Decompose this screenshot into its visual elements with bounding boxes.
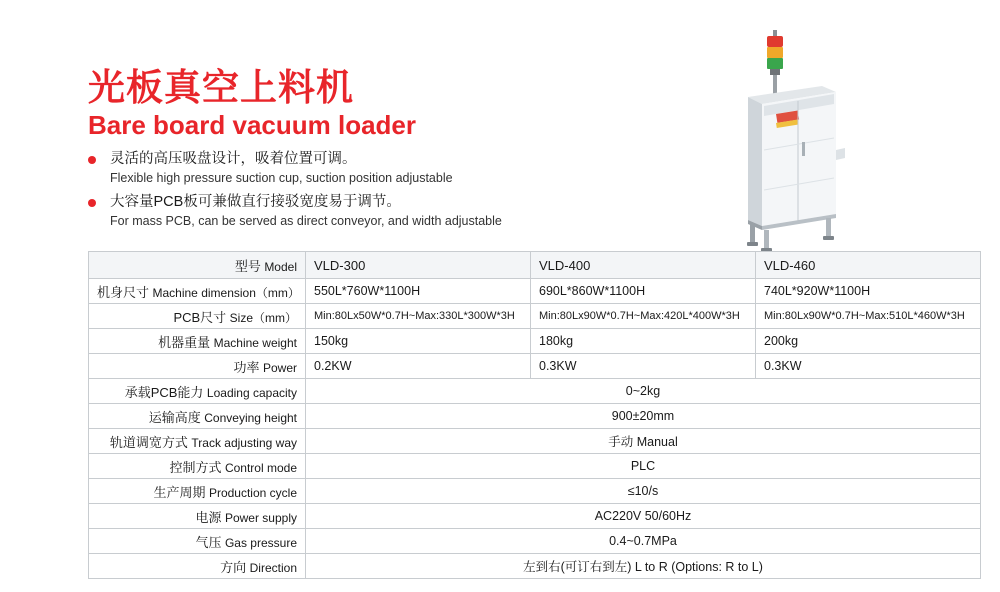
row-value-span: 手动 Manual — [306, 429, 981, 454]
header-cell-model — [89, 252, 306, 279]
row-label-en: Direction — [249, 560, 297, 575]
row-value-2: 180kg — [531, 329, 756, 354]
table-row — [89, 429, 981, 454]
row-value-1: 550L*760W*1100H — [306, 279, 531, 304]
row-value-3: 740L*920W*1100H — [756, 279, 981, 304]
row-label — [89, 454, 306, 479]
row-value-span: ≤10/s — [306, 479, 981, 504]
table-row — [89, 379, 981, 404]
row-label-en: Size（mm） — [229, 310, 297, 325]
header-label-cn: 型号 — [234, 258, 261, 274]
row-label — [89, 279, 306, 304]
row-value-span: PLC — [306, 454, 981, 479]
row-label-en: Loading capacity — [206, 385, 297, 400]
table-row — [89, 404, 981, 429]
row-label — [89, 304, 306, 329]
row-value-3: 200kg — [756, 329, 981, 354]
row-label-cn: 运输高度 — [148, 409, 201, 425]
row-value-1: Min:80Lx50W*0.7H~Max:330L*300W*3H — [306, 304, 531, 329]
row-value-1: 0.2KW — [306, 354, 531, 379]
header-cell-model-2: VLD-400 — [531, 252, 756, 279]
row-value-span: 900±20mm — [306, 404, 981, 429]
row-label-en: Production cycle — [208, 485, 297, 500]
feature-list — [88, 150, 648, 236]
row-value-2: 690L*860W*1100H — [531, 279, 756, 304]
header-cell-model-3: VLD-460 — [756, 252, 981, 279]
row-label-cn: 生产周期 — [153, 484, 206, 500]
table-row — [89, 304, 981, 329]
table-row — [89, 554, 981, 579]
row-label — [89, 504, 306, 529]
row-label-cn: 承载PCB能力 — [124, 384, 204, 400]
row-value-2: 0.3KW — [531, 354, 756, 379]
bullet-dot-icon — [88, 156, 96, 164]
row-value-span: 0~2kg — [306, 379, 981, 404]
feature-text-en: For mass PCB, can be served as direct conveyor, and width adjustable — [110, 214, 502, 228]
feature-text-en: Flexible high pressure suction cup, suction position adjustable — [110, 171, 453, 185]
row-label-cn: 机身尺寸 — [97, 284, 150, 300]
row-label-cn: 功率 — [233, 359, 260, 375]
row-value-span: 左到右(可订右到左) L to R (Options: R to L) — [306, 554, 981, 579]
product-photo — [718, 30, 848, 255]
row-label — [89, 479, 306, 504]
row-label — [89, 329, 306, 354]
list-item — [88, 193, 648, 230]
row-label-en: Machine dimension（mm） — [152, 285, 300, 300]
page-title-en: Bare board vacuum loader — [88, 110, 416, 140]
row-label-cn: 轨道调宽方式 — [109, 434, 188, 450]
row-label — [89, 554, 306, 579]
row-label — [89, 429, 306, 454]
table-row — [89, 454, 981, 479]
page-title-cn: 光板真空上料机 — [88, 67, 354, 108]
row-value-span: 0.4~0.7MPa — [306, 529, 981, 554]
row-label-cn: 机器重量 — [158, 334, 211, 350]
feature-text-cn: 大容量PCB板可兼做直行接驳宽度易于调节。 — [110, 194, 401, 210]
row-label-en: Power supply — [224, 510, 297, 525]
row-value-1: 150kg — [306, 329, 531, 354]
row-label-en: Machine weight — [213, 335, 297, 350]
list-item — [88, 150, 648, 187]
table-header-row — [89, 252, 981, 279]
row-label — [89, 529, 306, 554]
specification-table — [88, 251, 981, 579]
table-row — [89, 354, 981, 379]
row-label-en: Gas pressure — [224, 535, 297, 550]
row-label-en: Track adjusting way — [191, 435, 297, 450]
header-label-en: Model — [264, 259, 297, 274]
row-value-2: Min:80Lx90W*0.7H~Max:420L*400W*3H — [531, 304, 756, 329]
row-value-3: 0.3KW — [756, 354, 981, 379]
table-row — [89, 504, 981, 529]
row-label-cn: 电源 — [195, 509, 222, 525]
table-row — [89, 479, 981, 504]
row-label-en: Control mode — [224, 460, 297, 475]
header-cell-model-1: VLD-300 — [306, 252, 531, 279]
row-label-cn: 气压 — [195, 534, 222, 550]
row-label-cn: 控制方式 — [169, 459, 222, 475]
row-label-en: Power — [262, 360, 297, 375]
row-value-3: Min:80Lx90W*0.7H~Max:510L*460W*3H — [756, 304, 981, 329]
row-label-cn: 方向 — [220, 559, 247, 575]
table-row — [89, 329, 981, 354]
row-label — [89, 404, 306, 429]
row-label-cn: PCB尺寸 — [173, 309, 227, 325]
table-row — [89, 529, 981, 554]
row-label-en: Conveying height — [204, 410, 297, 425]
bullet-dot-icon — [88, 199, 96, 207]
table-row — [89, 279, 981, 304]
feature-text-cn: 灵活的高压吸盘设计，吸着位置可调。 — [110, 151, 357, 167]
row-value-span: AC220V 50/60Hz — [306, 504, 981, 529]
row-label — [89, 354, 306, 379]
row-label — [89, 379, 306, 404]
